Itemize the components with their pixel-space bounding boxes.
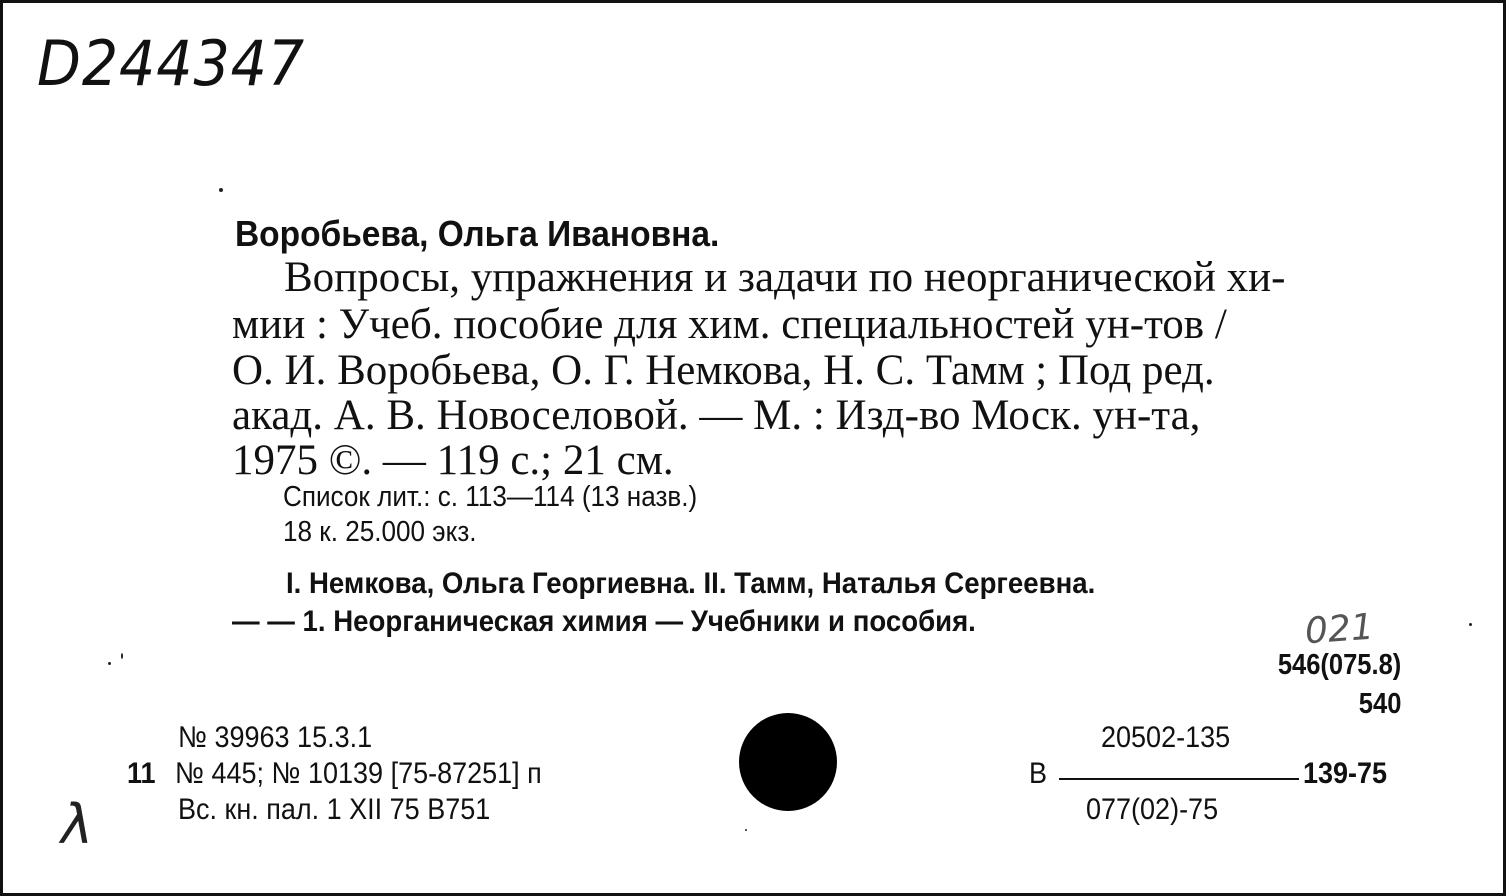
punched-hole	[739, 713, 837, 811]
speck	[121, 653, 123, 659]
fraction-line	[1059, 778, 1299, 780]
description-line-3: О. И. Воробьева, О. Г. Немкова, Н. С. Тамм ; Под ред.	[232, 347, 1215, 394]
call-number: D244347	[37, 27, 306, 100]
price-code-numerator: 20502-135	[1101, 721, 1231, 754]
description-line-5: 1975 ©. — 119 с.; 21 см.	[232, 437, 674, 484]
tracing-line-1: I. Немкова, Ольга Георгиевна. II. Тамм, Наталья Сергеевна.	[286, 567, 1096, 600]
udc-code: 546(075.8)	[1277, 649, 1401, 681]
speck	[745, 829, 747, 831]
bbk-code: 540	[1358, 688, 1401, 720]
bibliography-note: Список лит.: с. 113—114 (13 назв.)	[283, 481, 698, 513]
record-number: № 39963 15.3.1	[178, 721, 373, 754]
tracing-line-2: — — 1. Неорганическая химия — Учебники и пособия.	[232, 605, 976, 638]
registration-numbers: № 445; № 10139 [75-87251] п	[175, 757, 542, 790]
speck	[108, 662, 111, 665]
price-print-run: 18 к. 25.000 экз.	[283, 516, 477, 548]
price-code-letter: В	[1029, 757, 1048, 790]
author-heading: Воробьева, Ольга Ивановна.	[235, 213, 720, 254]
card-prefix-number: 11	[127, 757, 156, 790]
handwritten-mark: λ	[61, 793, 93, 856]
chamber-line: Вс. кн. пал. 1 XII 75 В751	[178, 793, 491, 826]
description-line-1: Вопросы, упражнения и задачи по неорганической хи-	[284, 254, 1286, 301]
handwritten-class-mark: 021	[1303, 606, 1376, 653]
price-code-denominator: 077(02)-75	[1086, 793, 1219, 826]
price-code-right: 139-75	[1303, 757, 1388, 790]
speck	[219, 188, 223, 192]
description-line-4: акад. А. В. Новоселовой. — М. : Изд-во Моск. ун-та,	[232, 392, 1201, 439]
description-line-2: мии : Учеб. пособие для хим. специальностей ун-тов /	[232, 301, 1227, 348]
speck	[1469, 623, 1472, 626]
